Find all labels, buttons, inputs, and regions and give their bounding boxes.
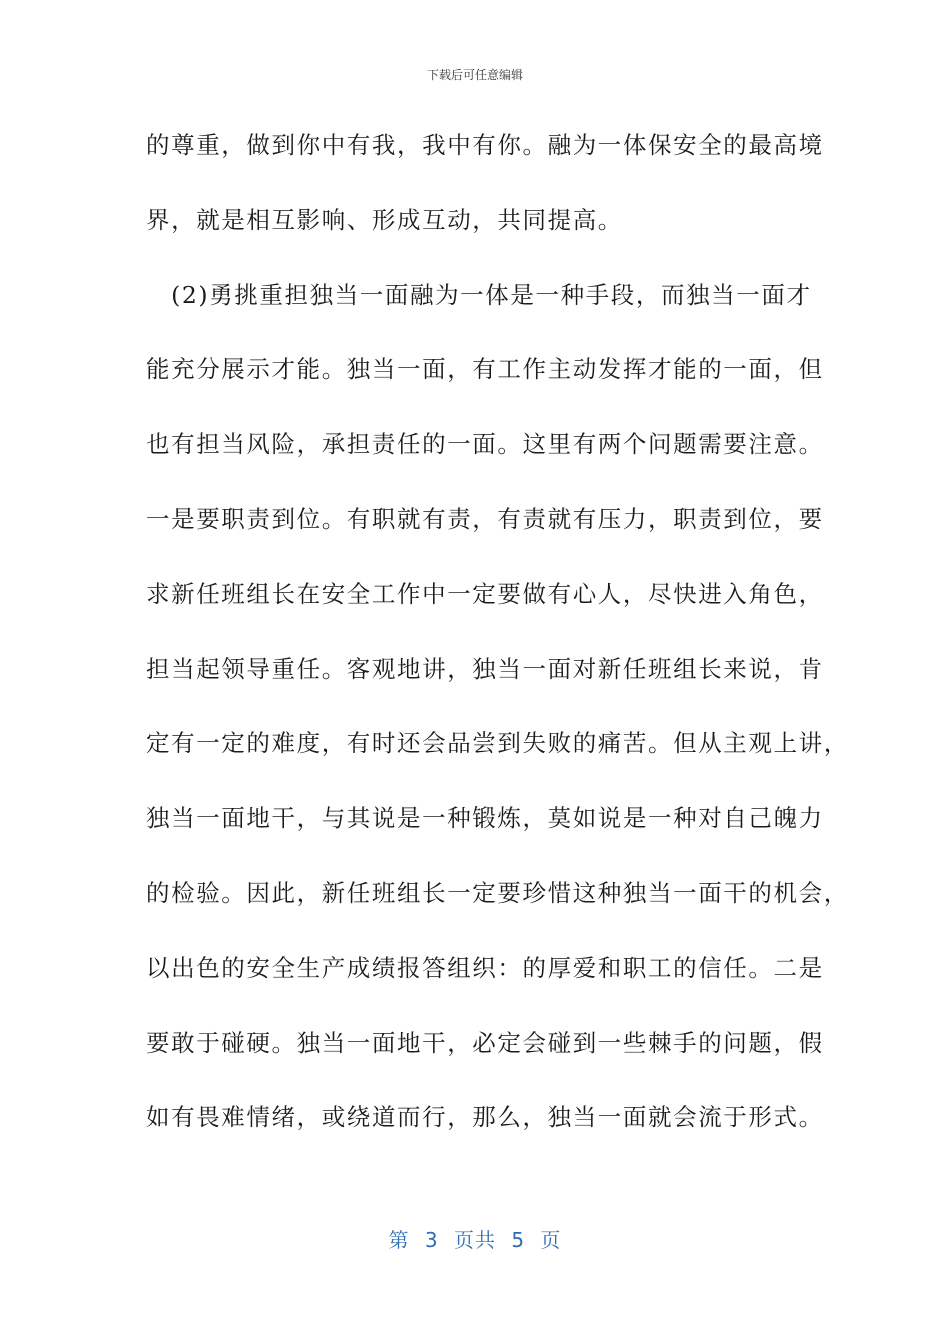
paragraph-line: 定有一定的难度，有时还会品尝到失败的痛苦。但从主观上讲， — [146, 729, 849, 758]
document-body — [146, 120, 849, 1167]
paragraph-line: 的检验。因此，新任班组长一定要珍惜这种独当一面干的机会， — [146, 878, 849, 907]
paragraph-line: 以出色的安全生产成绩报答组织：的厚爱和职工的信任。二是 — [146, 953, 824, 982]
paragraph-line: 担当起领导重任。客观地讲，独当一面对新任班组长来说，肯 — [146, 654, 824, 683]
page-number-footer: 第 3 页共 5 页 — [388, 1228, 562, 1252]
paragraph-line: 求新任班组长在安全工作中一定要做有心人，尽快进入角色， — [146, 579, 824, 608]
page-header: 下载后可任意编辑 — [426, 68, 523, 82]
paragraph-line: 如有畏难情绪，或绕道而行，那么，独当一面就会流于形式。 — [146, 1103, 824, 1132]
paragraph-line: 独当一面地干，与其说是一种锻炼，莫如说是一种对自己魄力 — [146, 804, 824, 833]
paragraph-line: (2)勇挑重担独当一面融为一体是一种手段，而独当一面才 — [146, 280, 812, 309]
paragraph-line: 能充分展示才能。独当一面，有工作主动发挥才能的一面，但 — [146, 355, 824, 384]
paragraph-line: 也有担当风险，承担责任的一面。这里有两个问题需要注意。 — [146, 430, 824, 459]
paragraph-line: 的尊重，做到你中有我，我中有你。融为一体保安全的最高境 — [146, 131, 824, 159]
paragraph-line: 界，就是相互影响、形成互动，共同提高。 — [146, 205, 623, 234]
paragraph-line: 一是要职责到位。有职就有责，有责就有压力，职责到位，要 — [146, 504, 824, 533]
paragraph-line: 要敢于碰硬。独当一面地干，必定会碰到一些棘手的问题，假 — [146, 1028, 824, 1057]
